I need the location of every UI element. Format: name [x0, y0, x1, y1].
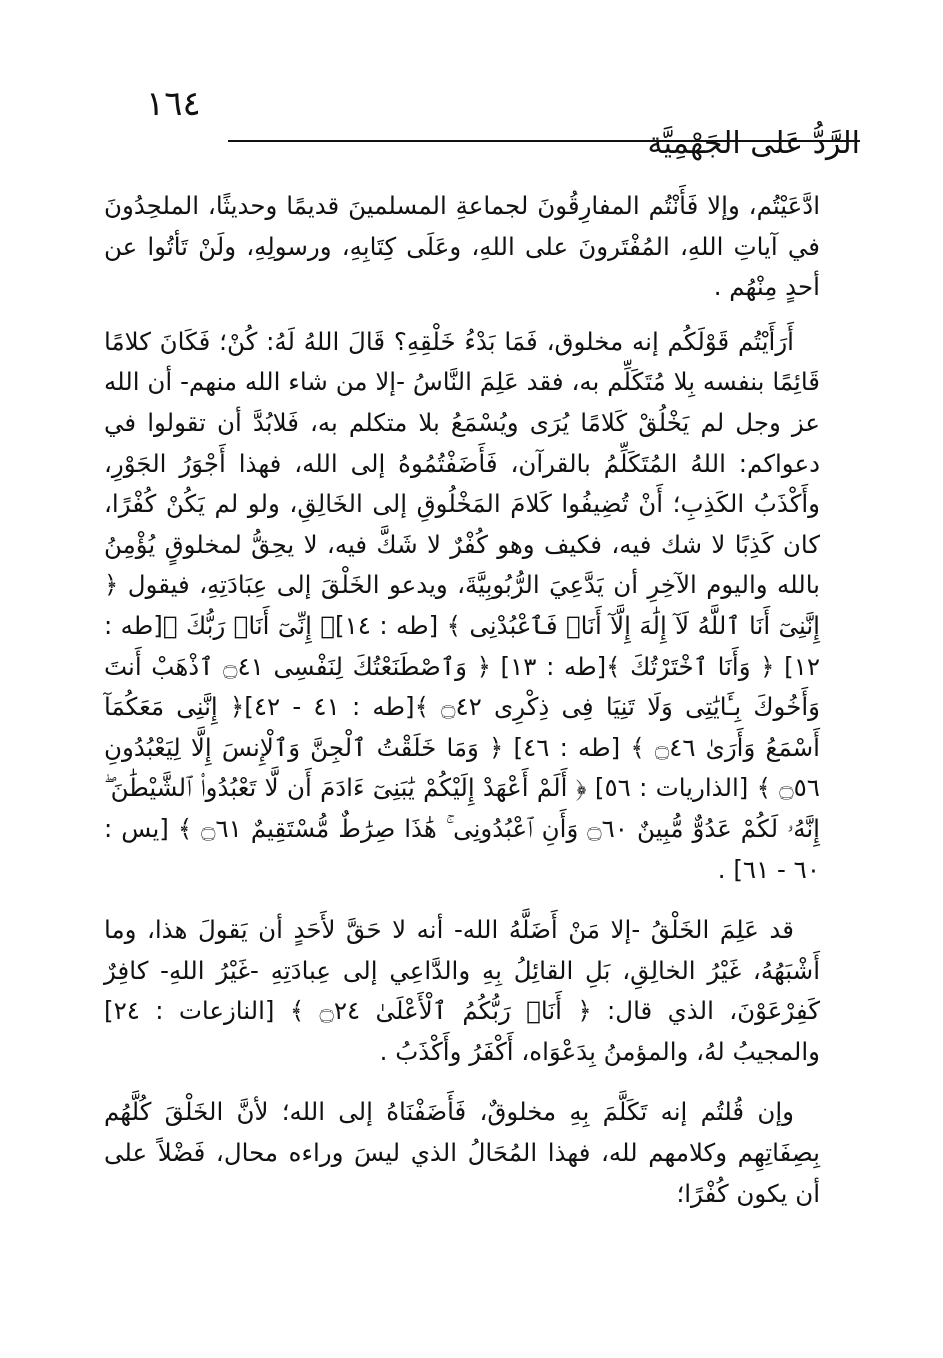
- paragraph-1: ادَّعَيْتُم، وإلا فَأَنْتُم المفارِقُونَ لجماعةِ المسلمينَ قديمًا وحديثًا، الملحِدُونَ في آياتِ اللهِ، المُفْتَرونَ على اللهِ، وعَلَى كِتَابِهِ، ورسولِهِ، ولَنْ تَأتُوا عن أحدٍ مِنْهُم .: [104, 191, 820, 302]
- running-title: الرَّدُّ عَلى الجَهْمِيَّة: [647, 126, 860, 161]
- header-rule: [228, 140, 860, 142]
- paragraph-2: أَرَأَيْتُم قَوْلَكُم إنه مخلوق، فَمَا بَدْءُ خَلْقِهِ؟ قَالَ اللهُ لَهُ: كُنْ؛ فَكَانَ كلامًا قَائِمًا بنفسه بِلا مُتَكَلِّم به، فقد عَلِمَ النَّاسُ -إلا من شاء الله منهم- أن الله عز وجل لم يَخْلُقْ كَلامًا يُرَى ويُسْمَعُ بلا متكلم به، فَلابُدَّ أن تقولوا في دعواكم: اللهُ المُتَكَلِّمُ بالقرآن، فَأَضَفْتُمُوهُ إلى الله، فهذا أَجْوَرُ الجَوْرِ، وأَكْذَبُ الكَذِبِ؛ أَنْ تُضِيفُوا كَلامَ المَخْلُوقِ إلى الخَالِقِ، ولو لم يَكُنْ كُفْرًا، كان كَذِبًا لا شك فيه، فكيف وهو كُفْرٌ لا شَكَّ فيه، لا يحِقُّ لمخلوقٍ يُؤْمِنُ بالله واليوم الآخِرِ أن يَدَّعِيَ الرُّبُوبِيَّةَ، ويدعو الخَلْقَ إلى عِبَادَتِهِ، فيقول ﴿ إِنَّنِىٓ أَنَا ٱللَّهُ لَآ إِلَٰهَ إِلَّآ أَنَا۠ فَٱعْبُدْنِى ﴾ [طه : ١٤]﴿ إِنِّىٓ أَنَا۠ رَبُّكَ ﴾[طه : ١٢] ﴿ وَأَنَا ٱخْتَرْتُكَ ﴾[طه : ١٣] ﴿ وَٱصْطَنَعْتُكَ لِنَفْسِى ۝٤١ ٱذْهَبْ أَنتَ وَأَخُوكَ بِـَٔايَٰتِى وَلَا تَنِيَا فِى ذِكْرِى ۝٤٢ ﴾[طه : ٤١ - ٤٢]﴿ إِنَّنِى مَعَكُمَآ أَسْمَعُ وَأَرَىٰ ۝٤٦ ﴾ [طه : ٤٦] ﴿ وَمَا خَلَقْتُ ٱلْجِنَّ وَٱلْإِنسَ إِلَّا لِيَعْبُدُونِ ۝٥٦ ﴾ [الذاريات : ٥٦] ﴿ أَلَمْ أَعْهَدْ إِلَيْكُمْ يَٰبَنِىٓ ءَادَمَ أَن لَّا تَعْبُدُوا۟ ٱلشَّيْطَٰنَ ۖ إِنَّهُۥ لَكُمْ عَدُوٌّ مُّبِينٌ ۝٦٠ وَأَنِ ٱعْبُدُونِى ۚ هَٰذَا صِرَٰطٌ مُّسْتَقِيمٌ ۝٦١ ﴾ [يس : ٦٠ - ٦١] .: [104, 326, 821, 884]
- body-text: [104, 186, 820, 1214]
- paragraph-3: قد عَلِمَ الخَلْقُ -إلا مَنْ أَضَلَّهُ الله- أنه لا حَقَّ لأَحَدٍ أن يَقولَ هذا، وما أَشْبَهُهُ، غَيْرُ الخالِقِ، بَلِ القائِلُ بِهِ والدَّاعِي إلى عِبادَتِهِ -غَيْرُ اللهِ- كافِرٌ كَفِرْعَوْنَ، الذي قال: ﴿ أَنَا۠ رَبُّكُمُ ٱلْأَعْلَىٰ ۝٢٤ ﴾ [النازعات : ٢٤] والمجيبُ لهُ، والمؤمنُ بِدَعْوَاه، أَكْفَرُ وأَكْذَبُ .: [104, 915, 820, 1066]
- page-number: ١٦٤: [146, 84, 201, 124]
- paragraph-4: وإن قُلتُم إنه تَكَلَّمَ بِهِ مخلوقٌ، فَأَضَفْنَاهُ إلى الله؛ لأنَّ الخَلْقَ كُلَّهُم بِصِفَاتِهِم وكلامهم لله، فهذا المُحَالُ الذي ليسَ وراءه محال، فَضْلاً على أن يكون كُفْرًا؛: [104, 1097, 820, 1208]
- running-header: [100, 124, 860, 168]
